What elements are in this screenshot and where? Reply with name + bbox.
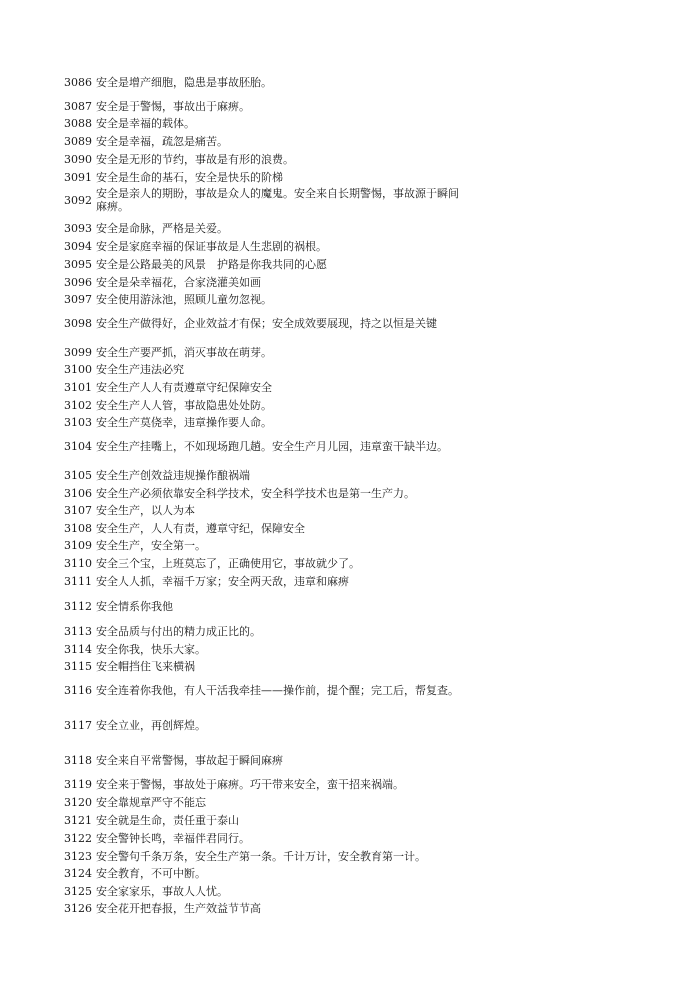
item-text: 安全来于警惕，事故处于麻痹。巧干带来安全，蛮干招来祸端。 <box>96 777 404 791</box>
item-number: 3118 <box>64 753 92 767</box>
item-number: 3116 <box>64 683 92 697</box>
list-item <box>64 100 464 113</box>
item-text: 安全三个宝，上班莫忘了，正确使用它，事故就少了。 <box>96 556 360 570</box>
item-number: 3098 <box>64 316 92 330</box>
item-text: 安全警句千条万条，安全生产第一条。千计万计，安全教育第一计。 <box>96 849 426 863</box>
item-text: 安全是命脉，严格是关爱。 <box>96 221 228 235</box>
item-text: 安全生产人人有责遵章守纪保障安全 <box>96 380 272 394</box>
item-number: 3100 <box>64 362 92 376</box>
list-item <box>64 399 464 412</box>
item-number: 3108 <box>64 521 92 535</box>
item-text: 安全来自平常警惕，事故起于瞬间麻痹 <box>96 753 283 767</box>
item-text: 安全使用游泳池，照顾儿童勿忽视。 <box>96 292 272 306</box>
item-text: 安全生产，以人为本 <box>96 503 195 517</box>
item-text: 安全生产挂嘴上，不如现场跑几趟。安全生产月儿园，违章蛮干缺半边。 <box>96 439 448 453</box>
item-text: 安全生产人人管，事故隐患处处防。 <box>96 398 272 412</box>
item-text: 安全靠规章严守不能忘 <box>96 795 206 809</box>
list-item <box>64 814 464 827</box>
list-item <box>64 832 464 845</box>
item-text: 安全是生命的基石，安全是快乐的阶梯 <box>96 170 283 184</box>
item-number: 3090 <box>64 152 92 166</box>
list-item <box>64 796 464 809</box>
item-text: 安全人人抓，幸福千万家；安全两天敌，违章和麻痹 <box>96 574 349 588</box>
list-item <box>64 885 464 898</box>
item-text: 安全家家乐，事故人人忧。 <box>96 884 228 898</box>
list-item <box>64 575 464 588</box>
item-number: 3088 <box>64 116 92 130</box>
item-number: 3115 <box>64 659 92 673</box>
item-number: 3126 <box>64 901 92 915</box>
list-item <box>64 317 464 330</box>
list-item <box>64 187 464 213</box>
list-item <box>64 222 464 235</box>
item-text: 安全是幸福的载体。 <box>96 116 195 130</box>
item-number: 3124 <box>64 866 92 880</box>
item-number: 3097 <box>64 292 92 306</box>
list-item <box>64 522 464 535</box>
item-text: 安全生产莫侥幸，违章操作要人命。 <box>96 415 272 429</box>
item-text: 安全情系你我他 <box>96 599 173 613</box>
list-item <box>64 677 464 703</box>
list-item <box>64 902 464 915</box>
item-number: 3110 <box>64 556 92 570</box>
item-number: 3096 <box>64 275 92 289</box>
item-number: 3125 <box>64 884 92 898</box>
list-item <box>64 487 464 500</box>
list-item <box>64 381 464 394</box>
item-text: 安全是增产细胞，隐患是事故胚胎。 <box>96 75 272 89</box>
list-item <box>64 240 464 253</box>
list-item <box>64 850 464 863</box>
item-number: 3105 <box>64 468 92 482</box>
item-text: 安全生产违法必究 <box>96 362 184 376</box>
item-number: 3109 <box>64 538 92 552</box>
item-number: 3087 <box>64 99 92 113</box>
item-number: 3102 <box>64 398 92 412</box>
list-item <box>64 469 464 482</box>
list-item <box>64 363 464 376</box>
item-number: 3113 <box>64 624 92 638</box>
item-number: 3099 <box>64 345 92 359</box>
item-number: 3089 <box>64 134 92 148</box>
item-number: 3086 <box>64 75 92 89</box>
item-text: 安全生产必须依靠安全科学技术，安全科学技术也是第一生产力。 <box>96 486 415 500</box>
item-text: 安全是亲人的期盼，事故是众人的魔鬼。安全来自长期警惕，事故源于瞬间麻痹。 <box>96 187 459 213</box>
list-item <box>64 867 464 880</box>
item-number: 3119 <box>64 777 92 791</box>
item-text: 安全帽挡住飞来横祸 <box>96 659 195 673</box>
item-text: 安全就是生命，责任重于泰山 <box>96 813 239 827</box>
list-item <box>64 117 464 130</box>
list-item <box>64 416 464 429</box>
list-item <box>64 76 464 89</box>
list-item <box>64 276 464 289</box>
list-item <box>64 346 464 359</box>
item-number: 3106 <box>64 486 92 500</box>
item-text: 安全生产做得好，企业效益才有保；安全成效要展现，持之以恒是关键 <box>96 316 437 330</box>
item-number: 3123 <box>64 849 92 863</box>
list-item <box>64 719 464 732</box>
item-number: 3092 <box>64 193 92 207</box>
item-number: 3101 <box>64 380 92 394</box>
item-text: 安全生产，安全第一。 <box>96 538 206 552</box>
item-text: 安全是朵幸福花，合家浇灌美如画 <box>96 275 261 289</box>
item-text: 安全立业，再创辉煌。 <box>96 718 206 732</box>
item-number: 3103 <box>64 415 92 429</box>
item-number: 3111 <box>64 574 92 588</box>
item-text: 安全是幸福，疏忽是痛苦。 <box>96 134 228 148</box>
item-number: 3112 <box>64 599 92 613</box>
item-text: 安全生产要严抓，消灭事故在萌芽。 <box>96 345 272 359</box>
item-text: 安全教育，不可中断。 <box>96 866 206 880</box>
item-number: 3114 <box>64 642 92 656</box>
item-number: 3104 <box>64 439 92 453</box>
item-text: 安全你我，快乐大家。 <box>96 642 206 656</box>
item-text: 安全是无形的节约，事故是有形的浪费。 <box>96 152 294 166</box>
list-item <box>64 625 464 638</box>
item-number: 3091 <box>64 170 92 184</box>
item-text: 安全花开把春报，生产效益节节高 <box>96 901 261 915</box>
item-number: 3117 <box>64 718 92 732</box>
item-text: 安全是于警惕，事故出于麻痹。 <box>96 99 250 113</box>
list-item <box>64 778 464 791</box>
list-item <box>64 135 464 148</box>
item-number: 3120 <box>64 795 92 809</box>
item-text: 安全警钟长鸣，幸福伴君同行。 <box>96 831 250 845</box>
list-item <box>64 504 464 517</box>
item-text: 安全品质与付出的精力成正比的。 <box>96 624 261 638</box>
list-item <box>64 600 464 613</box>
list-item <box>64 660 464 673</box>
item-number: 3122 <box>64 831 92 845</box>
list-item <box>64 433 464 459</box>
list-item <box>64 153 464 166</box>
item-text: 安全生产，人人有责，遵章守纪，保障安全 <box>96 521 305 535</box>
item-text: 安全是家庭幸福的保证事故是人生悲剧的祸根。 <box>96 239 327 253</box>
list-item <box>64 293 464 306</box>
item-number: 3121 <box>64 813 92 827</box>
item-text: 安全是公路最美的风景 护路是你我共同的心愿 <box>96 257 327 271</box>
list-item <box>64 539 464 552</box>
list-item <box>64 754 464 767</box>
item-number: 3093 <box>64 221 92 235</box>
list-item <box>64 171 464 184</box>
item-text: 安全连着你我他，有人干活我牵挂——操作前，提个醒；完工后，帮复查。 <box>96 683 459 697</box>
list-item <box>64 557 464 570</box>
item-number: 3107 <box>64 503 92 517</box>
item-number: 3094 <box>64 239 92 253</box>
item-number: 3095 <box>64 257 92 271</box>
item-text: 安全生产创效益违规操作酿祸端 <box>96 468 250 482</box>
list-item <box>64 643 464 656</box>
list-item <box>64 258 464 271</box>
